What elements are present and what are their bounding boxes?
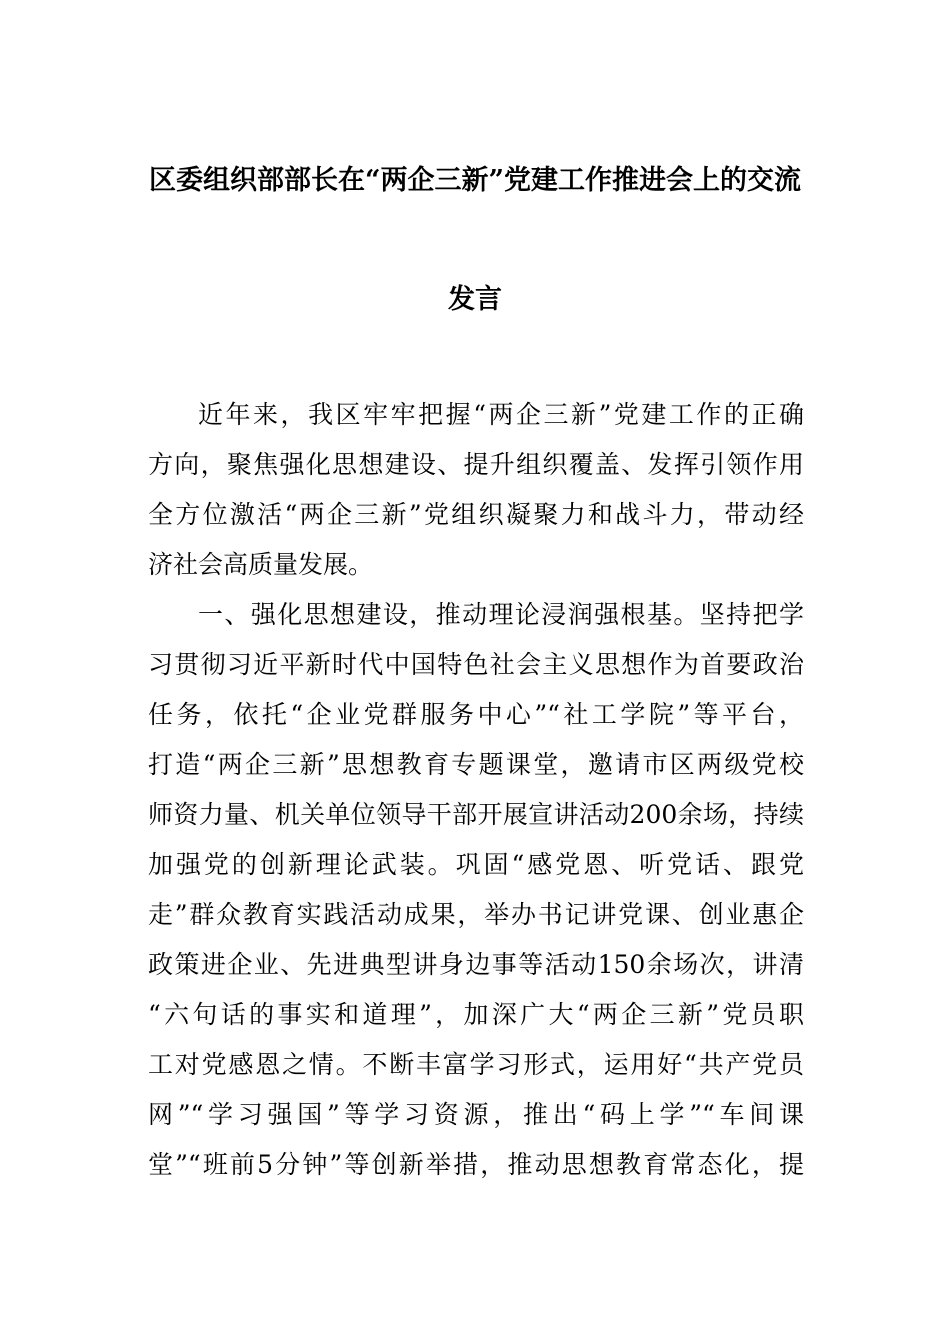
- paragraph-1-line-3: 全方位激活“两企三新”党组织凝聚力和战斗力，带动经: [148, 500, 804, 529]
- document-title-line-2: 发言: [448, 284, 502, 315]
- paragraph-2-line-5: 师资力量、机关单位领导干部开展宣讲活动200余场，持续: [148, 800, 804, 829]
- paragraph-2-line-10: 工对党感恩之情。不断丰富学习形式，运用好“共产党员: [148, 1050, 804, 1079]
- paragraph-2-line-7: 走”群众教育实践活动成果，举办书记讲党课、创业惠企: [148, 900, 804, 929]
- paragraph-2-line-8: 政策进企业、先进典型讲身边事等活动150余场次，讲清: [148, 950, 804, 979]
- paragraph-2-line-9: “六句话的事实和道理”，加深广大“两企三新”党员职: [148, 1000, 804, 1029]
- paragraph-1-line-4: 济社会高质量发展。: [148, 550, 374, 579]
- paragraph-2-line-4: 打造“两企三新”思想教育专题课堂，邀请市区两级党校: [148, 750, 804, 779]
- paragraph-2-line-2: 习贯彻习近平新时代中国特色社会主义思想作为首要政治: [148, 650, 804, 679]
- paragraph-2-line-6: 加强党的创新理论武装。巩固“感党恩、听党话、跟党: [148, 850, 804, 879]
- paragraph-2-line-3: 任务，依托“企业党群服务中心”“社工学院”等平台，: [148, 700, 804, 729]
- paragraph-1-line-1: 近年来，我区牢牢把握“两企三新”党建工作的正确: [198, 400, 804, 429]
- paragraph-1-line-2: 方向，聚焦强化思想建设、提升组织覆盖、发挥引领作用: [148, 450, 804, 479]
- paragraph-2-line-11: 网”“学习强国”等学习资源，推出“码上学”“车间课: [148, 1100, 804, 1129]
- paragraph-2-line-1: 一、强化思想建设，推动理论浸润强根基。坚持把学: [198, 600, 804, 629]
- document-title-line-1: 区委组织部部长在“两企三新”党建工作推进会上的交流: [148, 165, 802, 196]
- paragraph-2-line-12: 堂”“班前5分钟”等创新举措，推动思想教育常态化，提: [148, 1150, 804, 1179]
